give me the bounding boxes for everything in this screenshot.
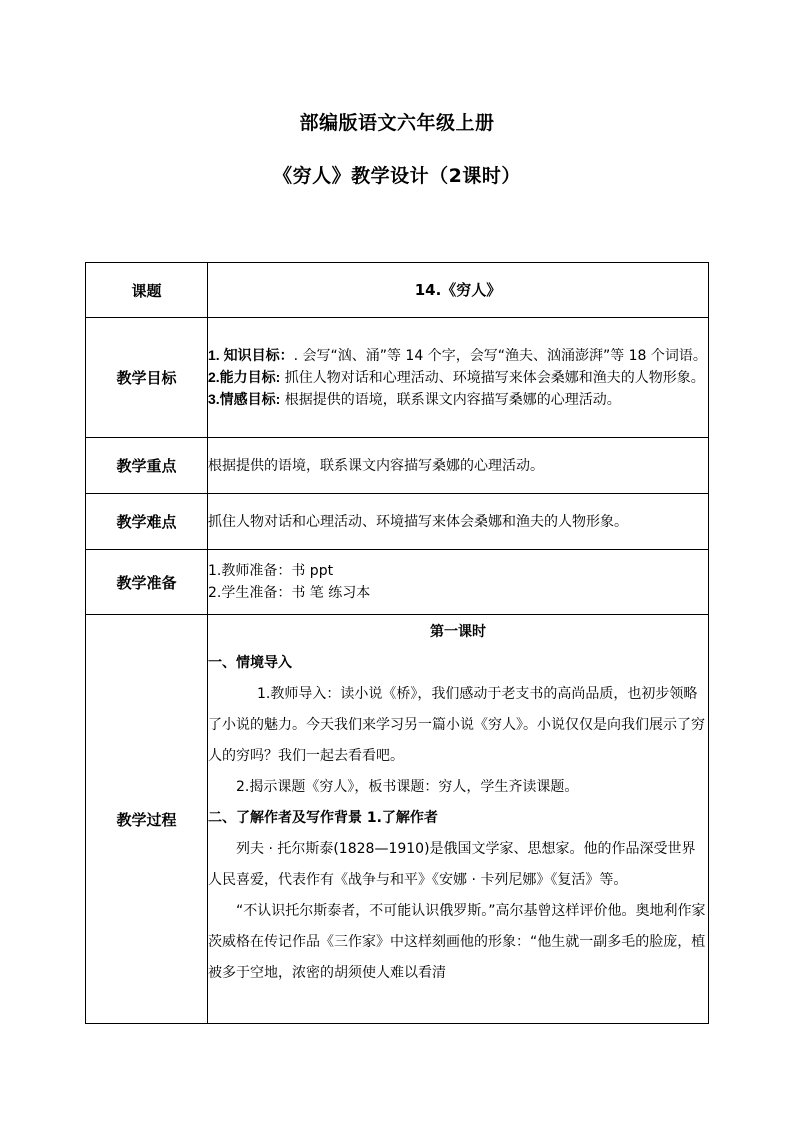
process-label: 教学过程 [86, 615, 208, 1024]
table-row [86, 550, 709, 615]
goal-item-knowledge [208, 345, 708, 367]
paragraph: “不认识托尔斯泰者，不可能认识俄罗斯。”高尔基曾这样评价他。奥地利作家茨威格在传记作品《三作家》中这样刻画他的形象：“他生就一副多毛的脸庞，植被多于空地，浓密的胡须使人难以看清 [208, 903, 706, 981]
paragraph: 2.揭示课题《穷人》，板书课题：穷人，学生齐读课题。 [236, 779, 579, 795]
preparation-teacher: 1.教师准备：书 ppt [208, 563, 334, 579]
goal-head: 3.情感目标: [208, 390, 281, 407]
goal-text: 抓住人物对话和心理活动、环境描写来体会桑娜和渔夫的人物形象。 [280, 369, 705, 386]
table-row [86, 615, 709, 1024]
goals-cell [208, 318, 709, 438]
lesson-plan-table [85, 262, 709, 1024]
table-row [86, 263, 709, 318]
goal-item-ability [208, 367, 708, 389]
section-heading: 二、了解作者及写作背景 1.了解作者 [208, 810, 438, 826]
table-row [86, 494, 709, 550]
table-row [86, 438, 709, 494]
goal-text: 根据提供的语境，联系课文内容描写桑娜的心理活动。 [280, 391, 621, 408]
goal-text: . 会写“汹、涌”等 14 个字，会写“渔夫、汹涌澎湃”等 18 个词语。 [293, 347, 707, 364]
document-title: 部编版语文六年级上册 [299, 112, 495, 134]
key-points-label: 教学重点 [86, 438, 208, 494]
goal-item-emotion [208, 389, 708, 411]
goals-label: 教学目标 [86, 318, 208, 438]
paragraph: 列夫 · 托尔斯泰(1828—1910)是俄国文学家、思想家。他的作品深受世界人民喜爱，代表作有《战争与和平》《安娜 · 卡列尼娜》《复活》等。 [208, 841, 696, 888]
goal-head: 1. 知识目标： [208, 346, 294, 363]
topic-label: 课题 [86, 263, 208, 318]
document-subtitle: 《穷人》教学设计（2课时） [273, 165, 521, 187]
session-heading: 第一课时 [430, 624, 486, 640]
preparation-cell [208, 550, 709, 615]
table-row [86, 318, 709, 438]
difficulties-text: 抓住人物对话和心理活动、环境描写来体会桑娜和渔夫的人物形象。 [208, 494, 709, 550]
goal-head: 2.能力目标: [208, 368, 281, 385]
preparation-student: 2.学生准备：书 笔 练习本 [208, 585, 371, 601]
topic-cell [208, 263, 709, 318]
section-heading: 一、情境导入 [208, 655, 292, 671]
paragraph: 1.教师导入：读小说《桥》，我们感动于老支书的高尚品质，也初步领略了小说的魅力。今天我们来学习另一篇小说《穷人》。小说仅仅是向我们展示了穷人的穷吗？我们一起去看看吧。 [208, 686, 705, 764]
key-points-text: 根据提供的语境，联系课文内容描写桑娜的心理活动。 [208, 438, 709, 494]
process-cell [208, 615, 709, 1024]
difficulties-label: 教学难点 [86, 494, 208, 550]
preparation-label: 教学准备 [86, 550, 208, 615]
topic-value: 14.《穷人》 [414, 281, 502, 299]
